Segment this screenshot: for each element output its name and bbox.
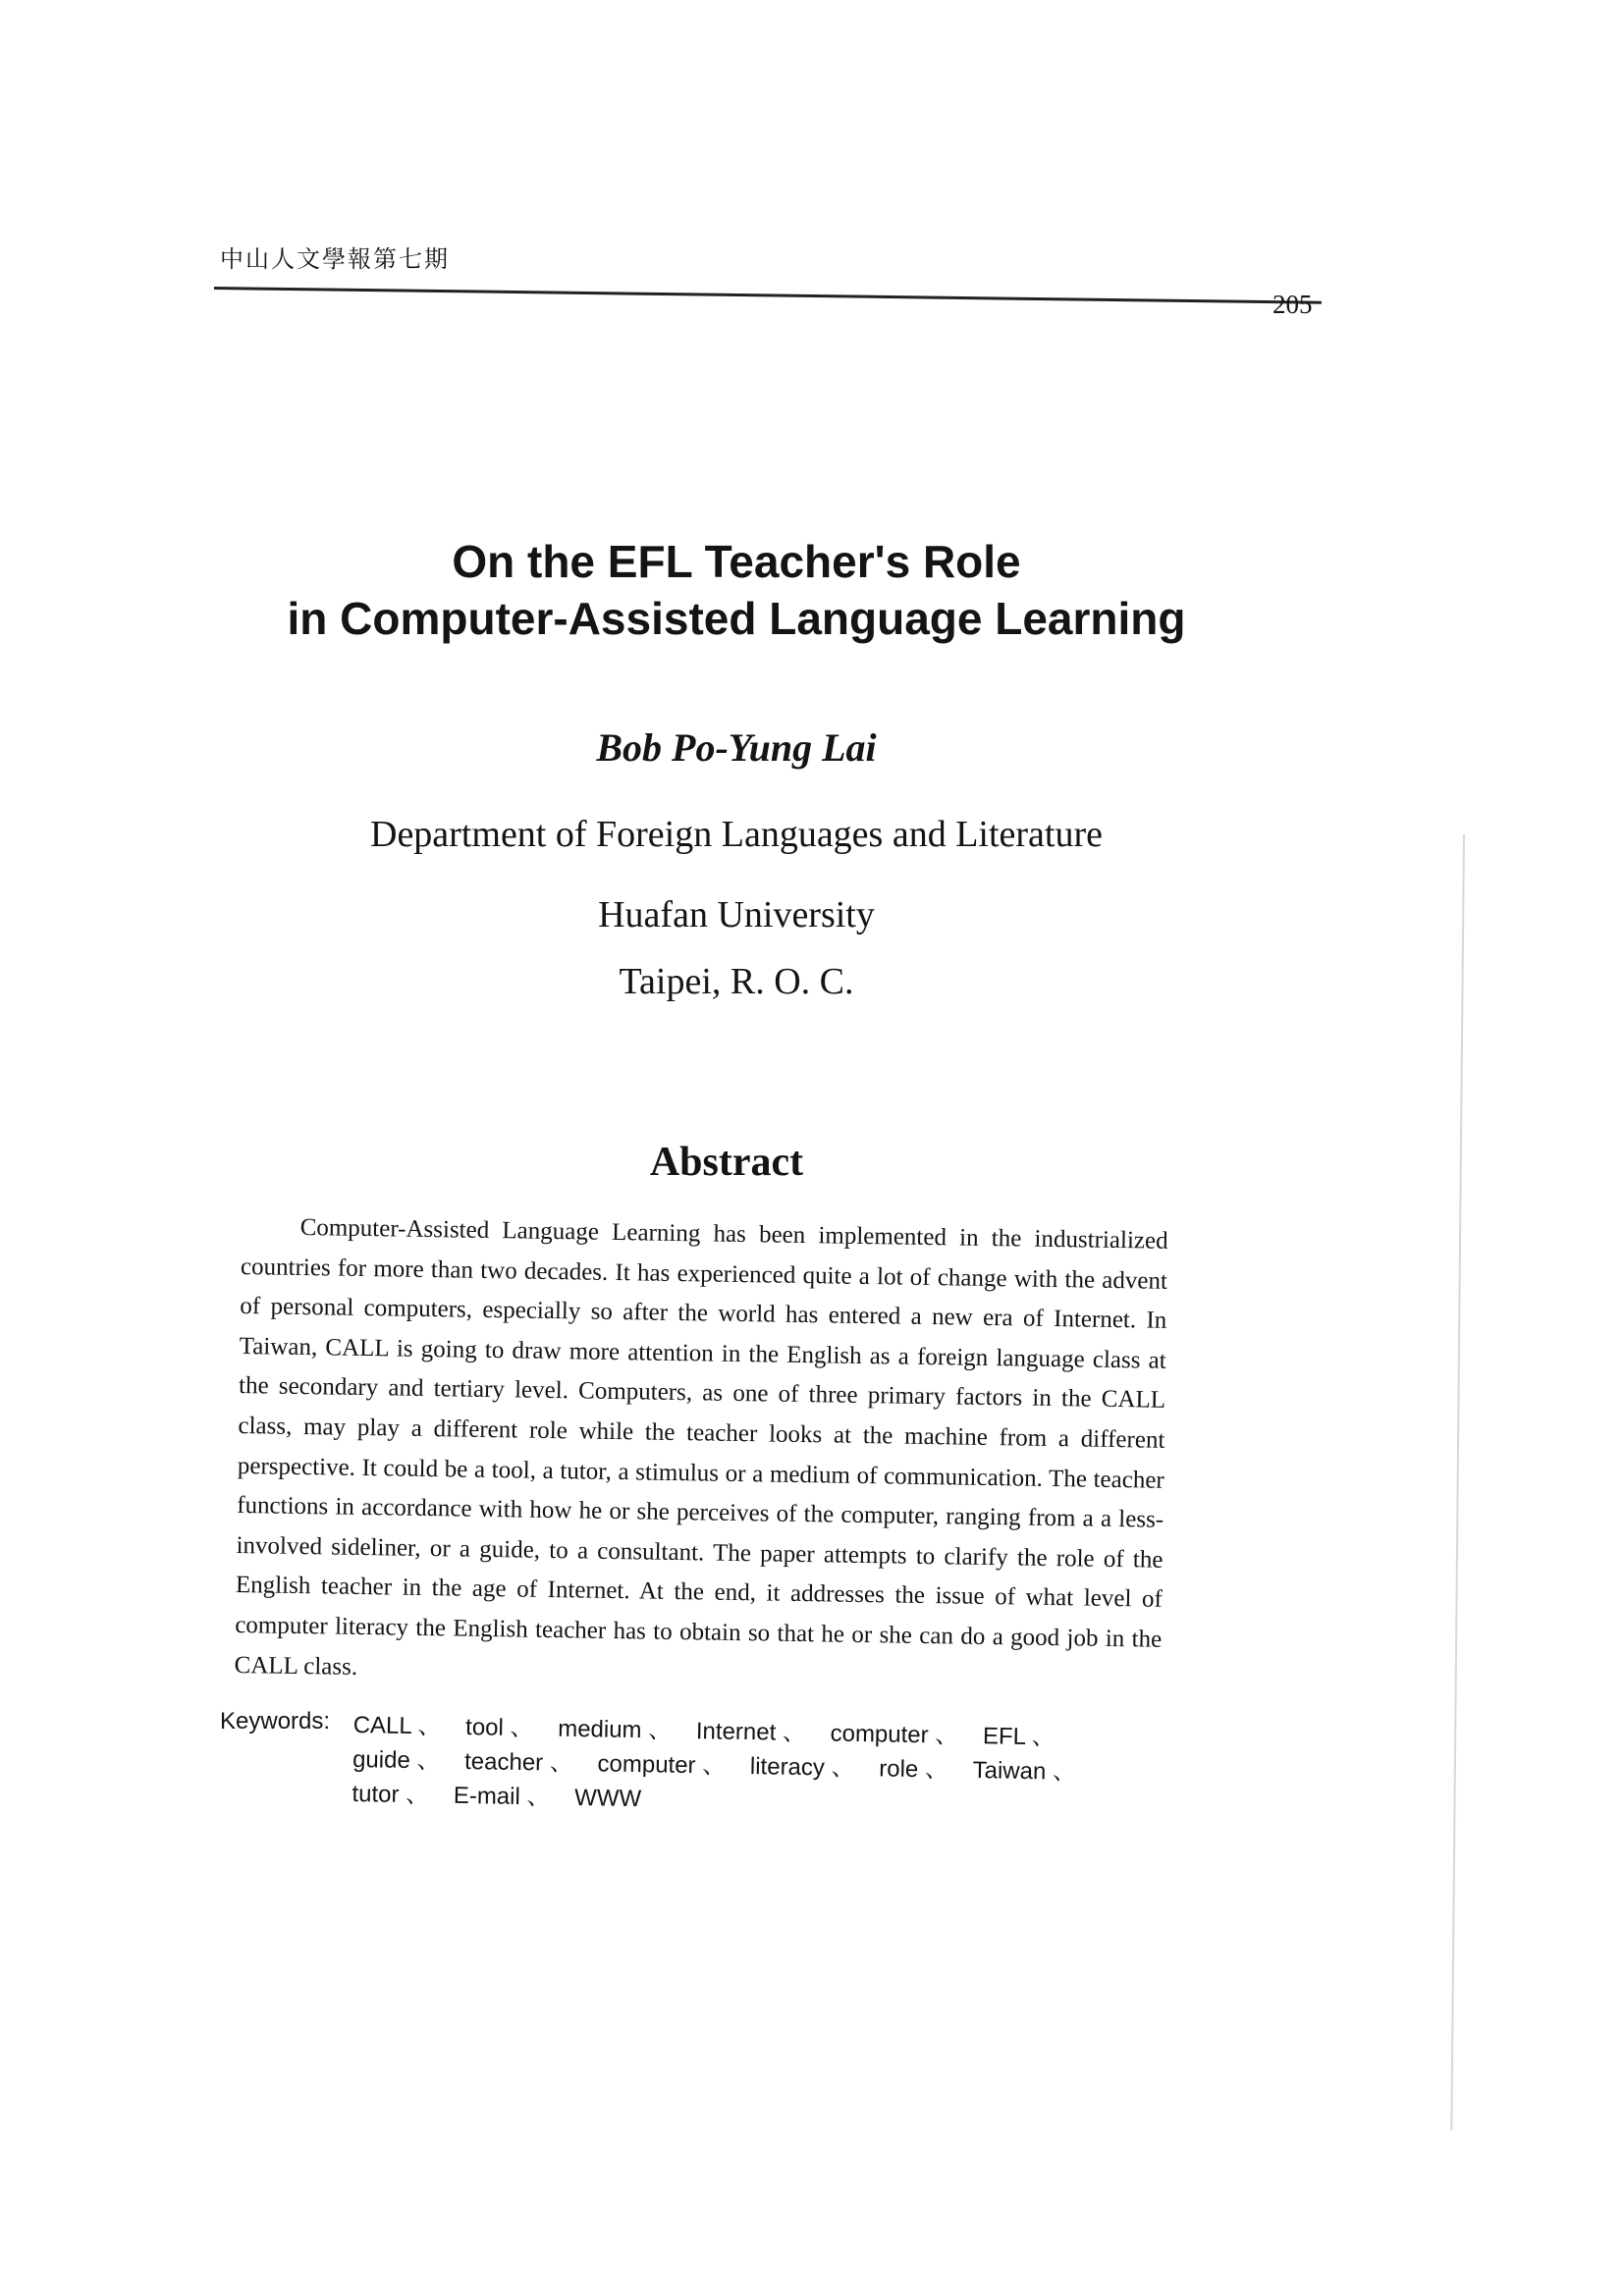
keyword: E-mail 、 [454, 1783, 551, 1811]
paper-title-line-2: in Computer-Assisted Language Learning [287, 593, 1186, 644]
affiliation-location: Taipei, R. O. C. [619, 961, 854, 1002]
page-number: 205 [1272, 290, 1313, 319]
keyword: tutor 、 [352, 1781, 429, 1808]
keyword: role 、 [879, 1755, 948, 1783]
abstract-heading: Abstract [649, 1140, 804, 1185]
keyword: literacy 、 [750, 1753, 855, 1782]
abstract-text: Computer-Assisted Language Learning has been implemented in the industrialized countries for more than two decades. It has experienced quite a lot of change with the advent of personal computers, especially so after the world has entered a new era of Internet. In Taiwan, CALL is going to draw more attention in the English as a foreign language class at the secondary and tertiary level. Computers, as one of three primary factors in the CALL class, may play a different role while the teacher looks at the machine from a different perspective. It could be a tool, a tutor, a stimulus or a medium of communication. The teacher functions in accordance with how he or she perceives of the computer, ranging from a a less-involved sideliner, or a guide, to a consultant. The paper attempts to clarify the role of the English teacher in the age of Internet. At the end, it addresses the issue of what level of computer literacy the English teacher has to obtain so that he or she can do a good job in the CALL class. [234, 1213, 1168, 1681]
keyword: Internet 、 [696, 1718, 807, 1746]
keyword: computer 、 [830, 1720, 958, 1748]
keyword: medium 、 [558, 1716, 672, 1744]
keyword: CALL 、 [352, 1712, 441, 1740]
scan-edge-line [1450, 834, 1465, 2130]
journal-title: 中山人文學報第七期 [220, 245, 450, 273]
author-name: Bob Po-Yung Lai [596, 725, 877, 770]
keywords-list [352, 1708, 1139, 1825]
keyword: guide 、 [352, 1746, 441, 1775]
keywords-label: Keywords: [220, 1708, 331, 1735]
keyword: computer 、 [597, 1750, 726, 1779]
keyword: EFL 、 [983, 1723, 1056, 1750]
abstract-body [234, 1207, 1168, 1700]
keyword: teacher 、 [464, 1748, 573, 1777]
paper-title-line-1: On the EFL Teacher's Role [452, 536, 1021, 587]
keyword: WWW [573, 1784, 642, 1813]
affiliation-university: Huafan University [598, 894, 875, 935]
affiliation-department: Department of Foreign Languages and Literature [370, 814, 1103, 855]
header-rule [214, 287, 1322, 304]
keyword: Taiwan 、 [972, 1757, 1076, 1786]
keyword: tool 、 [465, 1714, 534, 1741]
